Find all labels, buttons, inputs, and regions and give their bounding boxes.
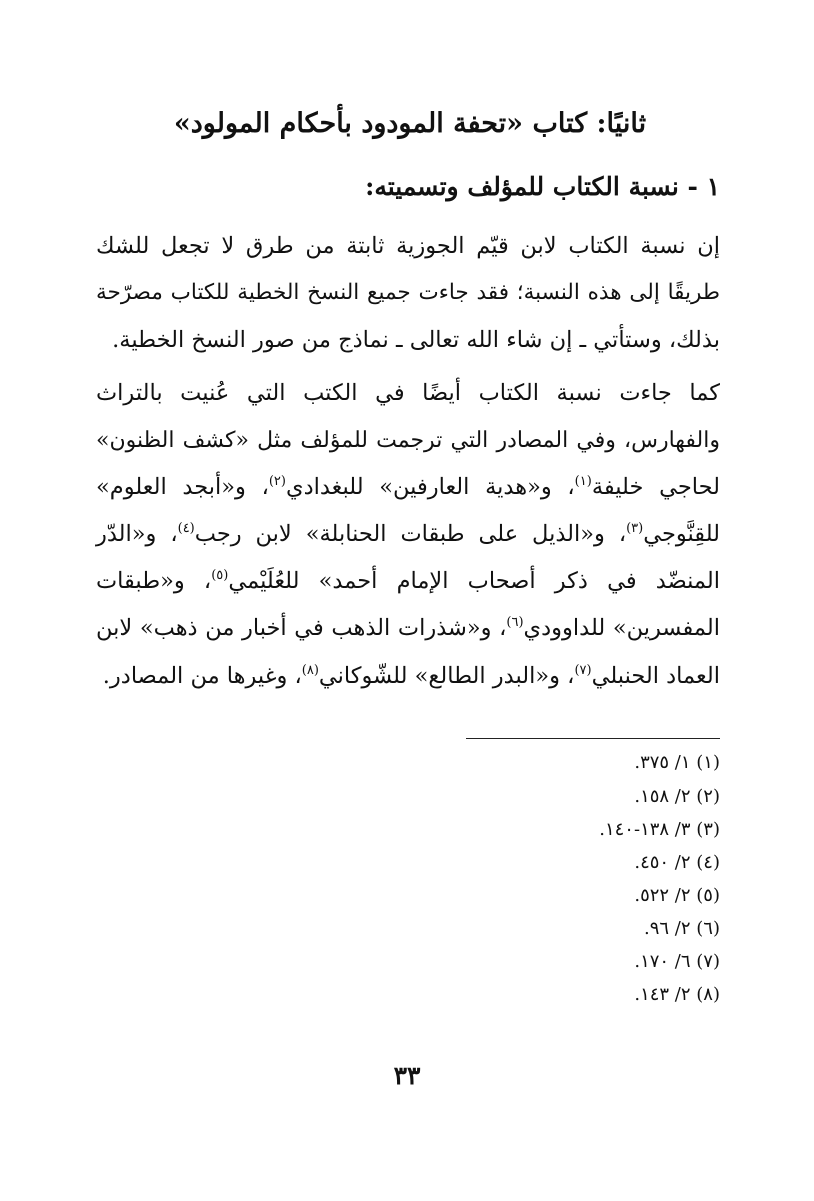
footnote-8: (٨) ٢/ ١٤٣. [634,984,720,1005]
text-segment: العماد الحنبلي [591,663,720,689]
text-segment: ، و«أبجد العلوم» [96,474,269,500]
paragraph-1-line-1: إن نسبة الكتاب لابن قيّم الجوزية ثابتة من طرق لا تجعل للشك [96,233,720,259]
page-number: ٣٣ [393,1061,421,1090]
paragraph-2-line-1: كما جاءت نسبة الكتاب أيضًا في الكتب التي عُنيت بالتراث [96,380,720,406]
text-segment: ، و«الدّر [96,521,178,547]
footnote-1: (١) ١/ ٣٧٥. [634,752,720,773]
footnote-ref-4[interactable]: (٤) [177,521,195,536]
text-segment: ، و«البدر الطالع» للشّوكاني [318,663,575,689]
footnote-ref-7[interactable]: (٧) [574,663,592,678]
text-segment: المفسرين» للداوودي [523,615,720,641]
paragraph-2-line-6 [96,608,720,648]
text-segment: ، و«شذرات الذهب في أخبار من ذهب» لابن [96,615,507,641]
footnote-ref-8[interactable]: (٨) [301,663,319,678]
paragraph-1-line-3: بذلك، وستأتي ـ إن شاء الله تعالى ـ نماذج من صور النسخ الخطية. [112,327,720,353]
footnote-divider [466,738,720,739]
text-segment: ، و«طبقات [96,568,212,594]
footnote-6: (٦) ٢/ ٩٦. [644,918,720,939]
subsection-heading: ١ - نسبة الكتاب للمؤلف وتسميته: [365,172,720,201]
footnote-5: (٥) ٢/ ٥٢٢. [634,885,720,906]
paragraph-1-line-2: طريقًا إلى هذه النسبة؛ فقد جاءت جميع النسخ الخطية للكتاب مصرّحة [96,280,720,305]
text-segment: ، و«الذيل على طبقات الحنابلة» لابن رجب [194,521,627,547]
footnote-ref-6[interactable]: (٦) [506,615,524,630]
paragraph-2-line-4 [96,514,720,554]
paragraph-2-line-3 [96,467,720,507]
footnote-3: (٣) ٣/ ١٣٨-١٤٠. [599,819,720,840]
text-segment: ، وغيرها من المصادر. [102,663,302,689]
footnote-7: (٧) ٦/ ١٧٠. [634,951,720,972]
footnote-ref-2[interactable]: (٢) [268,474,286,489]
text-segment: المنضّد في ذكر أصحاب الإمام أحمد» للعُلَيْمي [228,568,720,594]
footnote-ref-3[interactable]: (٣) [626,521,644,536]
paragraph-2-line-7 [96,656,720,696]
footnote-ref-5[interactable]: (٥) [211,568,229,583]
text-segment: للقِنَّوجي [643,521,720,547]
paragraph-2-line-2: والفهارس، وفي المصادر التي ترجمت للمؤلف مثل «كشف الظنون» [96,428,720,453]
footnote-4: (٤) ٢/ ٤٥٠. [634,852,720,873]
text-segment: لحاجي خليفة [591,474,720,500]
section-title: ثانيًا: كتاب «تحفة المودود بأحكام المولود» [173,108,647,139]
text-segment: ، و«هدية العارفين» للبغدادي [285,474,575,500]
paragraph-2-line-5 [96,561,720,601]
footnote-ref-1[interactable]: (١) [574,474,592,489]
footnote-2: (٢) ٢/ ١٥٨. [634,786,720,807]
